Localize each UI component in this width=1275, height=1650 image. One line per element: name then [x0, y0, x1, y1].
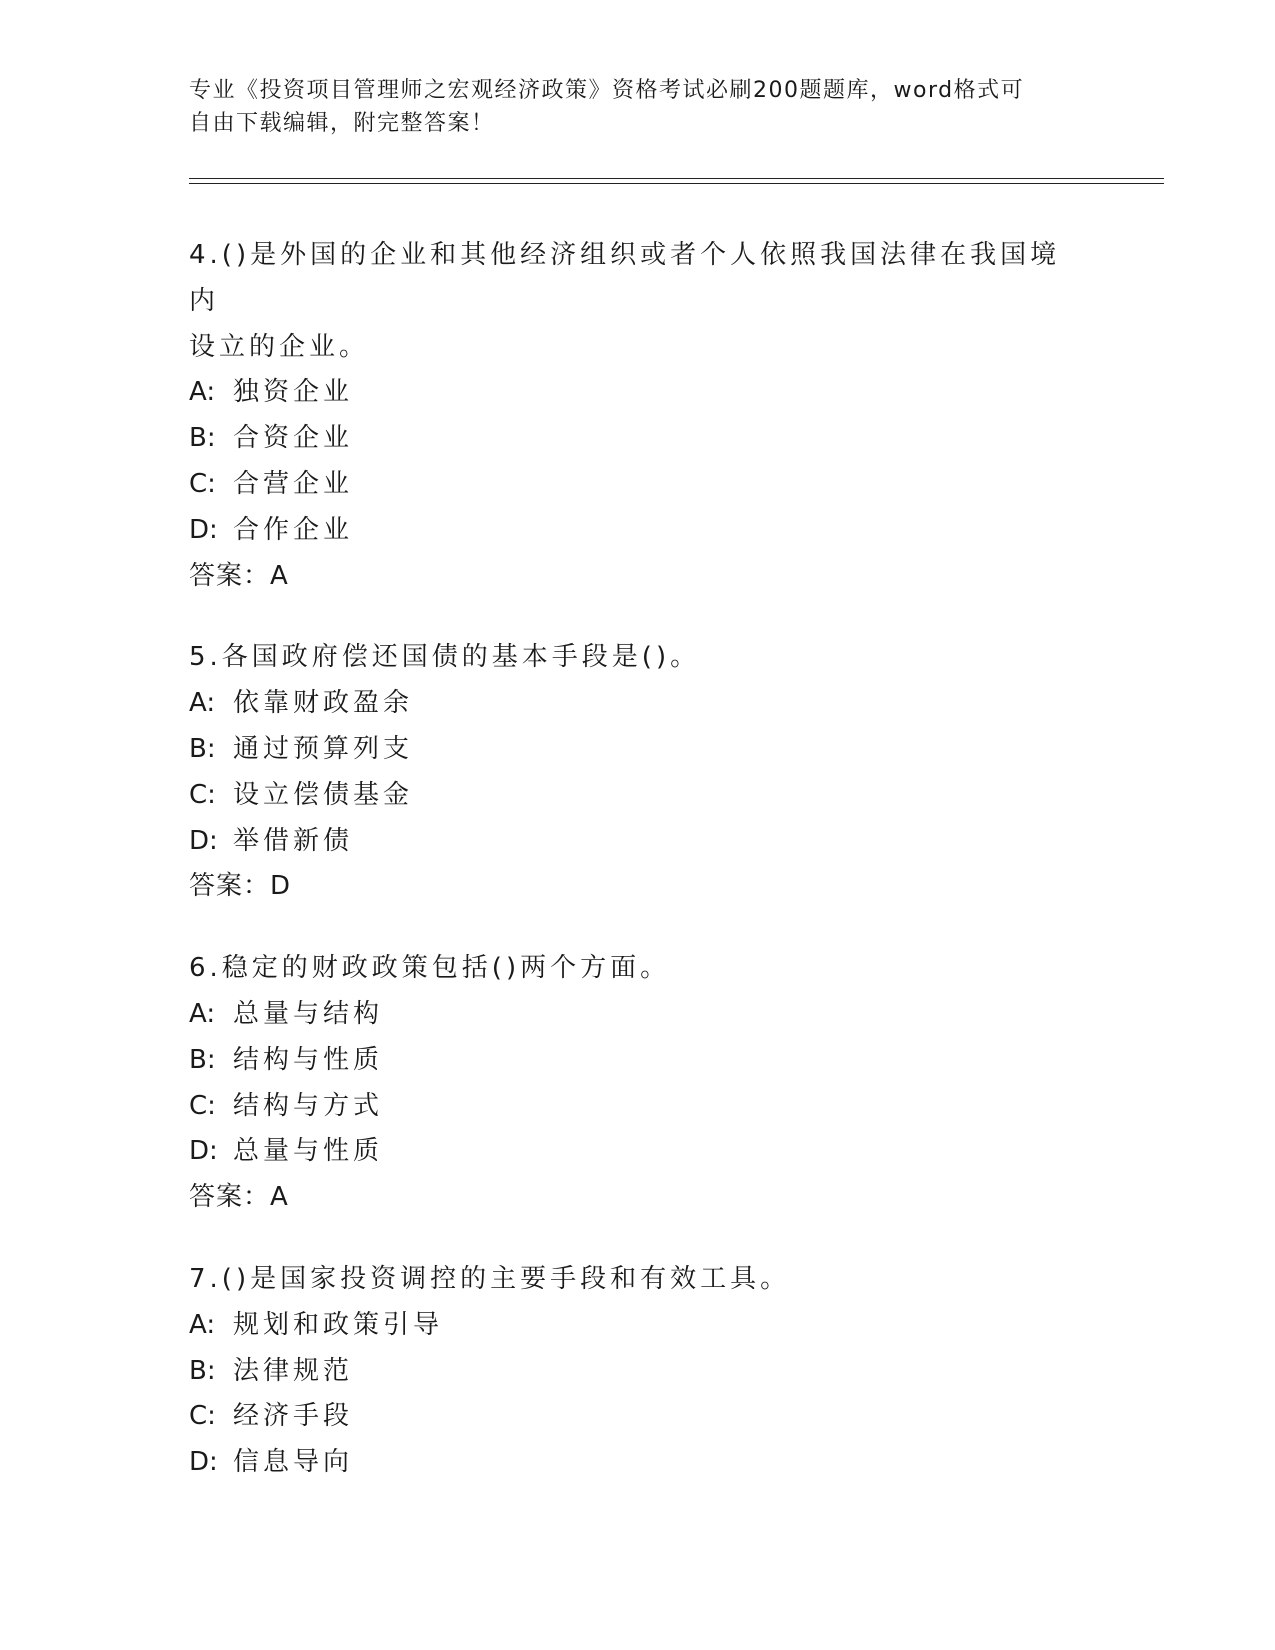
option-a	[189, 370, 1109, 416]
option-text: 结构与性质	[233, 1044, 384, 1075]
option-letter: C:	[189, 779, 216, 810]
option-text: 合资企业	[233, 423, 354, 454]
option-text: 法律规范	[233, 1355, 354, 1386]
question-5	[189, 635, 1109, 910]
option-c	[189, 1084, 1109, 1130]
question-stem: 7.()是国家投资调控的主要手段和有效工具。	[189, 1263, 791, 1294]
option-letter: A:	[189, 377, 216, 408]
option-d	[189, 1440, 1109, 1486]
question-stem-line: 4.()是外国的企业和其他经济组织或者个人依照我国法律在我国境内	[189, 240, 1061, 316]
answer-line: 答案：A	[189, 1182, 289, 1213]
option-text: 信息导向	[233, 1447, 354, 1478]
option-text: 总量与性质	[233, 1136, 384, 1167]
option-letter: C:	[189, 1090, 216, 1121]
option-letter: A:	[189, 1309, 216, 1340]
option-a	[189, 1303, 1109, 1349]
option-a	[189, 992, 1109, 1038]
question-4	[189, 233, 1109, 599]
option-text: 独资企业	[233, 377, 354, 408]
option-letter: D:	[189, 1136, 218, 1167]
option-c	[189, 462, 1109, 508]
option-letter: C:	[189, 468, 216, 499]
option-text: 规划和政策引导	[233, 1309, 444, 1340]
option-c	[189, 773, 1109, 819]
header-divider-top	[189, 178, 1164, 179]
option-b	[189, 416, 1109, 462]
answer-line: 答案：A	[189, 560, 289, 591]
option-d	[189, 508, 1109, 554]
option-letter: A:	[189, 998, 216, 1029]
question-stem-line: 设立的企业。	[189, 331, 370, 362]
option-text: 举借新债	[233, 825, 354, 856]
option-letter: B:	[189, 1044, 216, 1075]
intro-line-2: 自由下载编辑，附完整答案！	[189, 111, 495, 136]
option-text: 合营企业	[233, 468, 354, 499]
question-list	[189, 233, 1109, 1522]
option-letter: D:	[189, 514, 218, 545]
option-c	[189, 1394, 1109, 1440]
option-text: 设立偿债基金	[233, 779, 414, 810]
option-text: 通过预算列支	[233, 733, 414, 764]
option-letter: A:	[189, 688, 216, 719]
option-b	[189, 727, 1109, 773]
question-6	[189, 946, 1109, 1221]
intro-line-1: 专业《投资项目管理师之宏观经济政策》资格考试必刷200题题库，word格式可	[189, 78, 1025, 103]
option-text: 经济手段	[233, 1401, 354, 1432]
option-letter: C:	[189, 1401, 216, 1432]
option-letter: D:	[189, 825, 218, 856]
option-b	[189, 1038, 1109, 1084]
option-letter: B:	[189, 423, 216, 454]
option-a	[189, 681, 1109, 727]
question-stem: 6.稳定的财政政策包括()两个方面。	[189, 953, 671, 984]
option-b	[189, 1349, 1109, 1395]
option-text: 总量与结构	[233, 998, 384, 1029]
option-letter: B:	[189, 1355, 216, 1386]
option-letter: B:	[189, 733, 216, 764]
document-intro	[189, 74, 1069, 140]
option-letter: D:	[189, 1447, 218, 1478]
option-text: 结构与方式	[233, 1090, 384, 1121]
option-d	[189, 819, 1109, 865]
option-text: 合作企业	[233, 514, 354, 545]
question-stem	[189, 233, 1069, 370]
option-d	[189, 1129, 1109, 1175]
question-stem: 5.各国政府偿还国债的基本手段是()。	[189, 642, 701, 673]
option-text: 依靠财政盈余	[233, 688, 414, 719]
question-7	[189, 1257, 1109, 1486]
header-divider-bottom	[189, 183, 1164, 184]
answer-line: 答案：D	[189, 871, 292, 902]
